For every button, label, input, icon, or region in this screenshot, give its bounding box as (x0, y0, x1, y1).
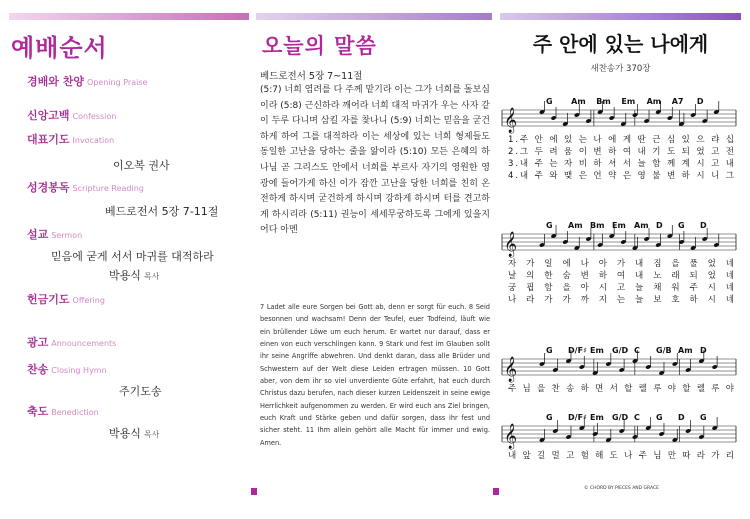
chord-label: C (634, 413, 640, 422)
order-item-officiant (27, 267, 249, 283)
officiant-name: 박용식 (109, 427, 141, 440)
hymn-number: 새찬송가 370장 (590, 64, 651, 74)
order-item-scripture-reading (27, 176, 249, 219)
order-item-label: 헌금기도 (27, 293, 70, 306)
treble-clef-icon: 𝄞 (504, 424, 518, 449)
hymn-lyric-line: 내 앞 길 멀 고 험 해 도 나 주 님 만 따 라 가 리 (508, 451, 734, 461)
sermon-panel (256, 24, 492, 519)
chord-label: A7 (671, 97, 684, 106)
chord-label: D (700, 221, 707, 230)
order-item-english: Sermon (51, 231, 83, 240)
chord-label: D/F♯ (568, 346, 587, 355)
sermon-korean-text: (5:7) 너희 염려를 다 주께 맡기라 이는 그가 너희를 돌보심이라 (5:8) 근신하라 깨어라 너희 대적 마귀가 우는 사자 같이 두루 다니며 삼킬 자를 찾나니 (5:9) 너희는 믿음을 굳건하게 하여 그를 대적하라 이는 세상에 있는 너희 형제들도 동일한 고난을 당하는 줄을 앎이라 (5:10) 모든 은혜의 하나님 곧 그리스도 안에서 너희를 부르사 자기의 영원한 영광에 들어가게 하신 이가 잠깐 고난을 당한 너희를 친히 온전하게 하시며 굳건하게 하시며 강하게 하시며 터를 견고하게 하시리라 (5:11) 권능이 세세무궁하도록 그에게 있을지어다 아멘 (260, 85, 490, 236)
hymn-sheet-music (500, 24, 741, 519)
hymn-lyric-line: 1.주 안 에 있 는 나 에 게 딴 근 심 있 으 랴 십 (508, 135, 734, 145)
hymn-lyric-line: 자 가 일 에 나 아 가 내 짐 을 풀 었 네 (508, 259, 734, 269)
order-item-closing-hymn (27, 358, 249, 399)
order-item-english: Announcements (51, 339, 117, 348)
chord-label: G (678, 221, 685, 230)
chord-label: G (656, 413, 663, 422)
order-item-detail: 베드로전서 5장 7-11절 (105, 205, 219, 218)
order-item-english: Invocation (72, 136, 115, 145)
hymn-lyric-line: 주 님 을 찬 송 하 면 서 할 렐 루 야 할 렐 루 야 (508, 384, 734, 394)
order-item-english: Offering (72, 296, 105, 305)
chord-label: D (678, 413, 685, 422)
sermon-title: 오늘의 말씀 (262, 34, 377, 58)
order-item-detail: 믿음에 굳게 서서 마귀를 대적하라 (51, 250, 214, 263)
header-bar-hymn (500, 13, 741, 20)
chord-label: G (546, 97, 553, 106)
chord-label: Bm (590, 221, 605, 230)
hymn-lyric-line: 2.그 두 려 움 이 변 하 여 내 기 도 되 었 고 전 (508, 147, 734, 157)
hymn-lyric-line: 나 라 가 가 까 지 는 늘 보 호 하 시 네 (508, 295, 734, 305)
order-title: 예배순서 (11, 34, 108, 62)
chord-label: Bm (596, 97, 611, 106)
treble-clef-icon: 𝄞 (504, 232, 518, 257)
hymn-lyric-line: 3.내 주 는 자 비 하 셔 서 늘 함 께 계 시 고 내 (508, 159, 734, 169)
order-of-service-panel (9, 24, 249, 519)
officiant-name: 박용식 (109, 269, 141, 282)
chord-label: G (546, 221, 553, 230)
officiant-role: 목사 (143, 430, 160, 439)
order-item-officiant (27, 425, 249, 441)
chord-label: G (546, 346, 553, 355)
order-item-label: 설교 (27, 228, 49, 241)
header-bar-order (9, 13, 249, 20)
hymn-panel (500, 24, 741, 519)
chord-label: G (700, 413, 707, 422)
chord-label: Am (568, 221, 583, 230)
chord-label: Am (571, 97, 586, 106)
hymn-credit: © CHORD BY PIECES AND GRACE (584, 486, 659, 491)
chord-label: Em (590, 413, 604, 422)
order-item-label: 광고 (27, 336, 49, 349)
chord-label: Am (678, 346, 693, 355)
order-item-sermon (27, 223, 249, 283)
treble-clef-icon: 𝄞 (504, 357, 518, 382)
chord-label: Em (590, 346, 604, 355)
sermon-reference: 베드로전서 5장 7~11절 (260, 71, 363, 82)
order-item-label: 찬송 (27, 363, 49, 376)
order-item-benediction (27, 400, 249, 441)
order-item-label: 경배와 찬양 (27, 75, 84, 88)
page-marker (493, 488, 499, 495)
order-item-label: 축도 (27, 405, 49, 418)
hymn-lyric-line: 4.내 주 와 맺 은 언 약 은 영 불 변 하 시 니 그 (508, 171, 734, 181)
chord-label: Am (646, 97, 662, 106)
order-item-invocation (27, 128, 249, 173)
order-item-offering (27, 288, 249, 307)
hymn-lyric-line: 날 의 한 숨 변 하 여 내 노 래 되 었 네 (508, 271, 734, 281)
chord-label: C (634, 346, 640, 355)
order-item-opening-praise (27, 70, 249, 89)
order-item-label: 성경봉독 (27, 181, 70, 194)
chord-label: D (656, 221, 663, 230)
chord-label: G/B (656, 346, 672, 355)
chord-label: Em (612, 221, 626, 230)
chord-label: Em (621, 97, 636, 106)
order-item-english: Benediction (51, 408, 99, 417)
hymn-lyric-line: 궁 핍 함 을 아 시 고 늘 채 워 주 시 네 (508, 283, 734, 293)
chord-label: D/F♯ (568, 413, 587, 422)
chord-label: Am (634, 221, 649, 230)
hymn-title: 주 안에 있는 나에게 (532, 32, 709, 56)
chord-label: D (700, 346, 707, 355)
order-item-english: Closing Hymn (51, 366, 107, 375)
order-item-english: Scripture Reading (72, 184, 144, 193)
treble-clef-icon: 𝄞 (504, 108, 518, 133)
order-item-english: Confession (72, 112, 117, 121)
header-bar-sermon (256, 13, 492, 20)
order-item-label: 대표기도 (27, 133, 70, 146)
order-item-english: Opening Praise (86, 78, 148, 87)
order-item-announcements (27, 331, 249, 350)
order-item-detail: 주기도송 (119, 385, 162, 398)
sermon-german-text: 7 Ladet alle eure Sorgen bei Gott ab, denn er sorgt für euch. 8 Seid besonnen und wachsam! Denn der Teufel, euer Todfeind, läuft wie ein brüllender Löwe um euch herum. Er wartet nur darauf, dass er einen von euch verschlingen kann. 9 Stark und fest im Glauben sollt ihr seine Angriffe abwehren. Und denkt daran, dass alle Brüder und Schwestern auf der Welt diese Leiden ertragen müssen. 10 Gott aber, von dem ihr so viel unverdiente Güte erfahrt, hat euch durch Christus dazu berufen, nach dieser kurzen Leidenszeit in seine ewige Herrlichkeit aufgenommen zu werden. Er wird euch ans Ziel bringen, euch Kraft und Stärke geben und dafür sorgen, dass ihr fest und sicher steht. 11 Ihm allein gehört alle Macht für immer und ewig. Amen. (260, 303, 490, 447)
order-item-detail: 이오복 권사 (113, 159, 170, 172)
chord-label: G/D (612, 346, 629, 355)
order-item-label: 신앙고백 (27, 109, 70, 122)
officiant-role: 목사 (143, 272, 160, 281)
chord-label: G (546, 413, 553, 422)
chord-label: G/D (612, 413, 629, 422)
order-item-confession (27, 104, 249, 123)
chord-label: D (696, 97, 704, 106)
